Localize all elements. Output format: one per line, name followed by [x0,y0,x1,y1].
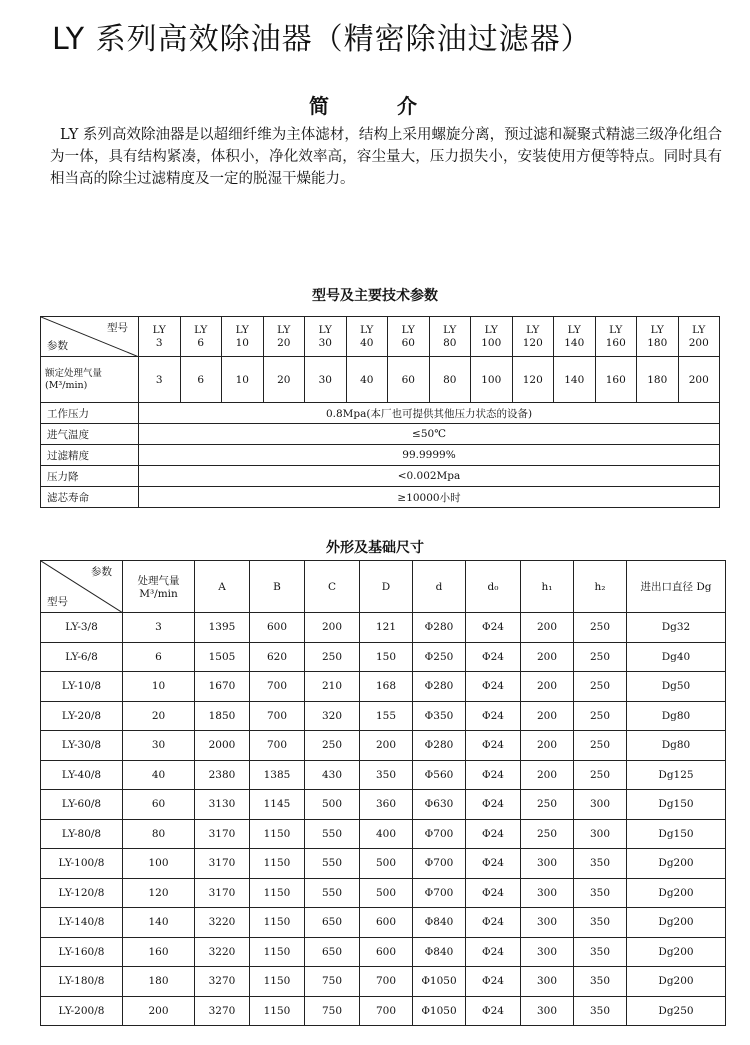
value-cell: Φ560 [413,760,466,790]
value-cell: 250 [574,760,627,790]
value-cell: 210 [305,672,360,702]
value-cell: 80 [123,819,195,849]
value-cell: 155 [360,701,413,731]
flow-unit: (M³/min) [45,379,88,391]
model-header-cell [180,317,222,357]
model-prefix: LY [692,323,706,336]
value-cell: 250 [574,642,627,672]
value-cell: Φ700 [413,849,466,879]
model-cell: LY-40/8 [41,760,123,790]
spec-row [41,445,720,466]
flow-value-cell: 160 [595,357,637,403]
value-cell: 1150 [250,996,305,1026]
table-row [41,701,726,731]
value-cell: 360 [360,790,413,820]
value-cell: 600 [360,937,413,967]
value-cell: 300 [521,937,574,967]
flow-value-cell: 80 [429,357,471,403]
value-cell: 700 [250,731,305,761]
model-header-cell [388,317,430,357]
model-header-cell [595,317,637,357]
dimension-header-cell: 进出口直径 Dg [627,561,726,613]
value-cell: 3170 [195,878,250,908]
model-prefix: LY [194,323,208,336]
model-prefix: LY [401,323,415,336]
dimension-table-caption: 外形及基础尺寸 [326,540,424,556]
table-row [41,849,726,879]
flow-value-cell: 60 [388,357,430,403]
value-cell: Φ24 [466,731,521,761]
spec-label: 过滤精度 [41,445,139,466]
value-cell: 3270 [195,996,250,1026]
value-cell: 350 [574,937,627,967]
model-number: 160 [605,336,626,349]
value-cell: 1150 [250,819,305,849]
value-cell: 140 [123,908,195,938]
value-cell: 600 [360,908,413,938]
value-cell: 300 [574,790,627,820]
value-cell: 200 [360,731,413,761]
dimension-header-cell: B [250,561,305,613]
model-number: 3 [155,336,163,349]
value-cell: 200 [521,701,574,731]
value-cell: Dg50 [627,672,726,702]
model-prefix: LY [277,323,291,336]
spec-label: 滤芯寿命 [41,487,139,508]
flow-value-cell: 200 [678,357,720,403]
value-cell: 3130 [195,790,250,820]
value-cell: Dg32 [627,613,726,643]
model-header-cell [139,317,181,357]
value-cell: Φ280 [413,672,466,702]
spec-value: 99.9999% [139,445,720,466]
value-cell: 550 [305,849,360,879]
value-cell: 150 [360,642,413,672]
model-prefix: LY [526,323,540,336]
model-cell: LY-60/8 [41,790,123,820]
model-number: 200 [688,336,709,349]
value-cell: Dg200 [627,908,726,938]
model-header-cell [222,317,264,357]
model-cell: LY-180/8 [41,967,123,997]
table-row [41,937,726,967]
value-cell: 3 [123,613,195,643]
value-cell: 550 [305,878,360,908]
value-cell: Φ24 [466,760,521,790]
model-cell: LY-100/8 [41,849,123,879]
spec-value: ≤50℃ [139,424,720,445]
value-cell: 3170 [195,819,250,849]
value-cell: Φ24 [466,878,521,908]
value-cell: 250 [305,642,360,672]
value-cell: 1150 [250,878,305,908]
value-cell: 500 [360,849,413,879]
value-cell: Φ630 [413,790,466,820]
value-cell: Φ280 [413,613,466,643]
value-cell: 20 [123,701,195,731]
value-cell: Φ280 [413,731,466,761]
model-cell: LY-10/8 [41,672,123,702]
dimension-header-cell: d₀ [466,561,521,613]
spec-value: ≥10000小时 [139,487,720,508]
value-cell: 250 [305,731,360,761]
table-row [41,908,726,938]
flow-label: 额定处理气量 [45,367,103,379]
table-row [41,760,726,790]
flow-value-cell: 180 [637,357,679,403]
value-cell: Φ250 [413,642,466,672]
model-prefix: LY [443,323,457,336]
intro-heading: 简 介 [309,94,441,118]
spec-row [41,487,720,508]
spec-label: 进气温度 [41,424,139,445]
value-cell: Φ1050 [413,967,466,997]
spec-table-caption: 型号及主要技术参数 [312,288,438,304]
value-cell: 1850 [195,701,250,731]
value-cell: 200 [521,760,574,790]
value-cell: Φ840 [413,937,466,967]
value-cell: 400 [360,819,413,849]
model-cell: LY-3/8 [41,613,123,643]
value-cell: 300 [521,908,574,938]
value-cell: 1150 [250,967,305,997]
value-cell: Φ840 [413,908,466,938]
dimension-header-cell: A [195,561,250,613]
value-cell: 168 [360,672,413,702]
value-cell: Φ700 [413,878,466,908]
corner-param-label: 参数 [47,340,68,352]
value-cell: 3220 [195,908,250,938]
value-cell: 500 [305,790,360,820]
value-cell: 200 [521,613,574,643]
table-row [41,967,726,997]
model-cell: LY-80/8 [41,819,123,849]
value-cell: 200 [123,996,195,1026]
value-cell: Φ24 [466,790,521,820]
value-cell: Dg200 [627,878,726,908]
value-cell: 200 [305,613,360,643]
value-cell: 350 [574,967,627,997]
value-cell: Φ24 [466,937,521,967]
model-number: 20 [277,336,291,349]
model-header-cell [346,317,388,357]
intro-paragraph: LY 系列高效除油器是以超细纤维为主体滤材，结构上采用螺旋分离，预过滤和凝聚式精滤三级净化组合为一体，具有结构紧凑，体积小，净化效率高，容尘量大，压力损失小，安装使用方便等特点。同时具有相当高的除尘过滤精度及一定的脱湿干燥能力。 [50,127,722,187]
value-cell: Φ350 [413,701,466,731]
value-cell: 60 [123,790,195,820]
model-number: 80 [443,336,457,349]
model-header-cell [554,317,596,357]
model-number: 180 [647,336,668,349]
value-cell: Dg80 [627,701,726,731]
value-cell: 1505 [195,642,250,672]
spec-row [41,403,720,424]
model-cell: LY-120/8 [41,878,123,908]
model-prefix: LY [609,323,623,336]
dimension-header-cell: C [305,561,360,613]
model-cell: LY-20/8 [41,701,123,731]
model-number: 10 [235,336,249,349]
value-cell: 700 [360,996,413,1026]
table-row [41,790,726,820]
dimension-header-cell: 处理气量 M³/min [123,561,195,613]
spec-table-corner-cell [41,317,139,357]
value-cell: Φ24 [466,849,521,879]
model-number: 6 [197,336,205,349]
page-title: LY 系列高效除油器（精密除油过滤器） [52,22,592,57]
value-cell: 1385 [250,760,305,790]
value-cell: 320 [305,701,360,731]
value-cell: 700 [360,967,413,997]
model-header-cell [512,317,554,357]
value-cell: Dg40 [627,642,726,672]
value-cell: 6 [123,642,195,672]
value-cell: 160 [123,937,195,967]
model-header-cell [305,317,347,357]
flow-value-cell: 10 [222,357,264,403]
model-cell: LY-30/8 [41,731,123,761]
model-header-cell [471,317,513,357]
table-row [41,642,726,672]
value-cell: 300 [521,849,574,879]
value-cell: 350 [574,996,627,1026]
value-cell: 3170 [195,849,250,879]
value-cell: Dg250 [627,996,726,1026]
value-cell: 250 [521,790,574,820]
flow-value-cell: 140 [554,357,596,403]
value-cell: 1150 [250,908,305,938]
value-cell: Φ24 [466,996,521,1026]
model-prefix: LY [650,323,664,336]
value-cell: 250 [574,672,627,702]
value-cell: 10 [123,672,195,702]
dimension-header-cell: d [413,561,466,613]
table-row [41,819,726,849]
value-cell: 750 [305,996,360,1026]
value-cell: Dg150 [627,790,726,820]
spec-value: 0.8Mpa(本厂也可提供其他压力状态的设备) [139,403,720,424]
value-cell: 430 [305,760,360,790]
value-cell: 300 [521,996,574,1026]
value-cell: 1395 [195,613,250,643]
value-cell: 620 [250,642,305,672]
spec-table [40,316,720,508]
model-header-cell [429,317,471,357]
value-cell: 350 [574,849,627,879]
spec-label: 工作压力 [41,403,139,424]
value-cell: Φ24 [466,908,521,938]
model-number: 60 [401,336,415,349]
table-row [41,731,726,761]
value-cell: 750 [305,967,360,997]
value-cell: Dg125 [627,760,726,790]
value-cell: 250 [574,613,627,643]
model-prefix: LY [484,323,498,336]
table-row [41,613,726,643]
value-cell: 250 [574,701,627,731]
model-prefix: LY [567,323,581,336]
model-number: 30 [318,336,332,349]
model-number: 120 [522,336,543,349]
model-number: 40 [360,336,374,349]
value-cell: 350 [574,908,627,938]
flow-value-cell: 100 [471,357,513,403]
value-cell: Dg200 [627,937,726,967]
model-cell: LY-200/8 [41,996,123,1026]
value-cell: 500 [360,878,413,908]
value-cell: 600 [250,613,305,643]
value-cell: 121 [360,613,413,643]
value-cell: 700 [250,701,305,731]
flow-label-cell [41,357,139,403]
value-cell: Φ700 [413,819,466,849]
value-cell: Dg80 [627,731,726,761]
value-cell: 650 [305,908,360,938]
value-cell: 300 [574,819,627,849]
corner-param-label: 参数 [91,566,112,578]
value-cell: 300 [521,878,574,908]
value-cell: 200 [521,731,574,761]
flow-value-cell: 40 [346,357,388,403]
value-cell: 250 [574,731,627,761]
value-cell: 300 [521,967,574,997]
model-prefix: LY [152,323,166,336]
value-cell: 2380 [195,760,250,790]
dimension-header-cell: h₁ [521,561,574,613]
value-cell: 700 [250,672,305,702]
value-cell: 1150 [250,849,305,879]
flow-value-cell: 20 [263,357,305,403]
value-cell: 250 [521,819,574,849]
value-cell: 3270 [195,967,250,997]
value-cell: 200 [521,642,574,672]
value-cell: Φ24 [466,701,521,731]
model-prefix: LY [235,323,249,336]
model-prefix: LY [318,323,332,336]
flow-value-cell: 3 [139,357,181,403]
value-cell: 180 [123,967,195,997]
dimension-header-cell: h₂ [574,561,627,613]
value-cell: 120 [123,878,195,908]
dimension-header-cell: D [360,561,413,613]
value-cell: Φ24 [466,967,521,997]
spec-row [41,466,720,487]
table-row [41,878,726,908]
model-header-cell [678,317,720,357]
spec-value: <0.002Mpa [139,466,720,487]
value-cell: Dg200 [627,849,726,879]
corner-model-label: 型号 [47,596,68,608]
model-number: 100 [481,336,502,349]
dimension-table-corner-cell [41,561,123,613]
model-header-cell [637,317,679,357]
value-cell: 350 [574,878,627,908]
table-row [41,996,726,1026]
value-cell: Φ24 [466,642,521,672]
value-cell: 3220 [195,937,250,967]
table-row [41,672,726,702]
value-cell: Φ24 [466,672,521,702]
value-cell: 2000 [195,731,250,761]
value-cell: 200 [521,672,574,702]
dimension-table [40,560,726,1026]
corner-model-label: 型号 [107,322,128,334]
model-header-cell [263,317,305,357]
flow-value-cell: 30 [305,357,347,403]
value-cell: 40 [123,760,195,790]
spec-label: 压力降 [41,466,139,487]
model-number: 140 [564,336,585,349]
value-cell: Φ1050 [413,996,466,1026]
value-cell: 1150 [250,937,305,967]
value-cell: Dg200 [627,967,726,997]
value-cell: 650 [305,937,360,967]
value-cell: 100 [123,849,195,879]
model-prefix: LY [360,323,374,336]
value-cell: 1145 [250,790,305,820]
spec-row [41,424,720,445]
model-cell: LY-160/8 [41,937,123,967]
flow-value-cell: 120 [512,357,554,403]
value-cell: Φ24 [466,613,521,643]
value-cell: 550 [305,819,360,849]
value-cell: Φ24 [466,819,521,849]
flow-value-cell: 6 [180,357,222,403]
value-cell: 350 [360,760,413,790]
value-cell: Dg150 [627,819,726,849]
value-cell: 30 [123,731,195,761]
value-cell: 1670 [195,672,250,702]
model-cell: LY-140/8 [41,908,123,938]
model-cell: LY-6/8 [41,642,123,672]
